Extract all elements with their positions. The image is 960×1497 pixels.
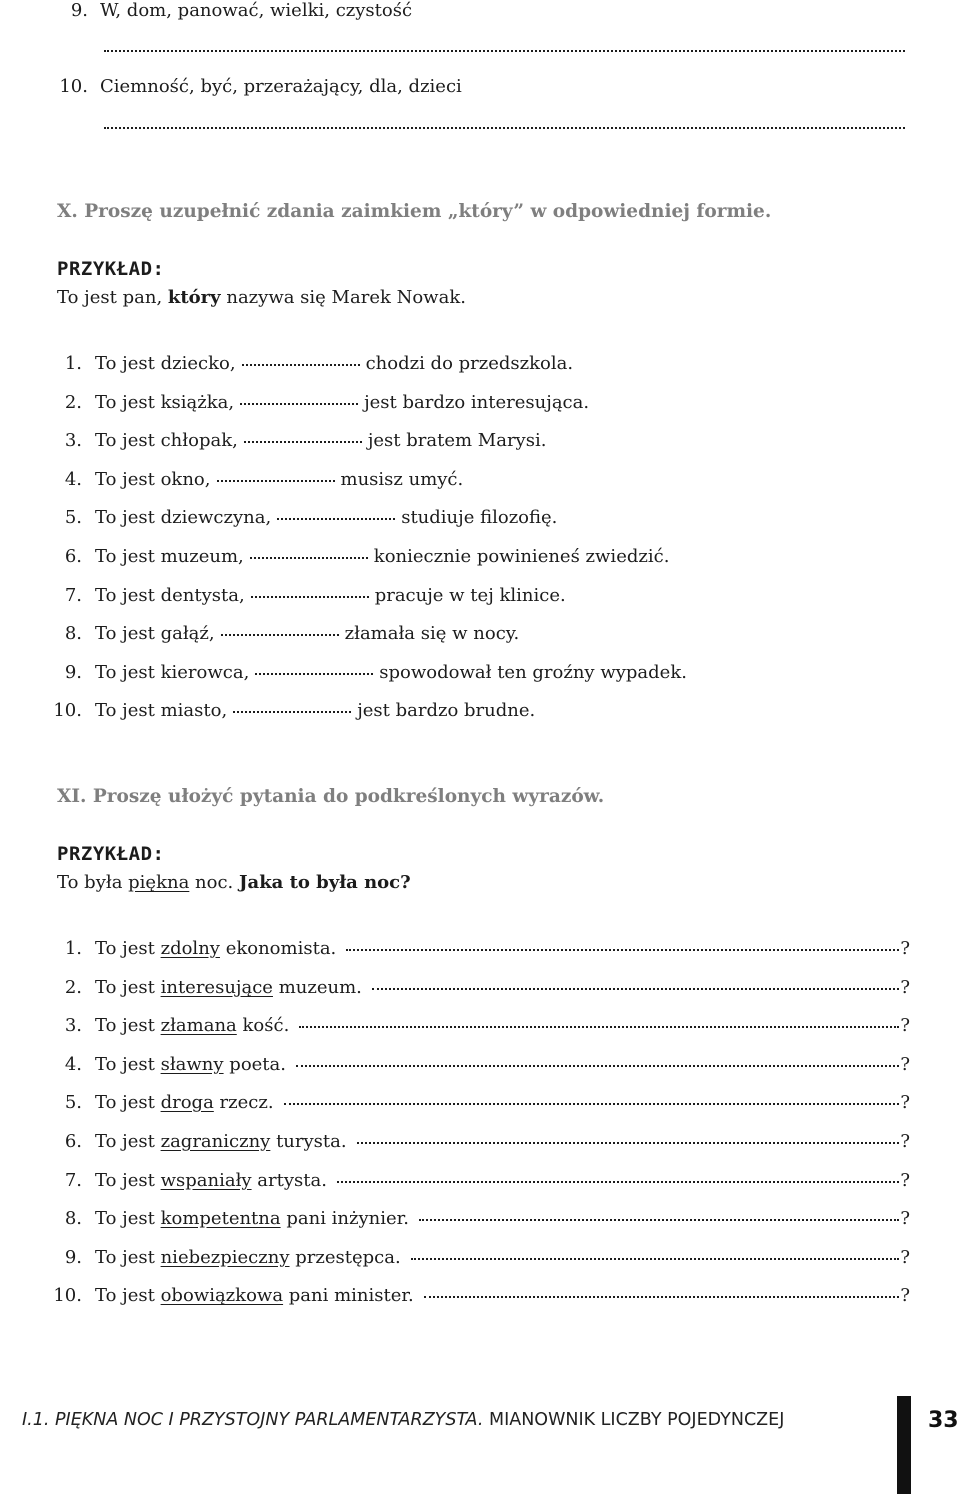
- sentence-pre: To jest: [95, 1015, 161, 1036]
- list-item-number: 4.: [64, 469, 82, 490]
- answer-blank[interactable]: [255, 673, 373, 675]
- list-item-number: 9.: [64, 662, 82, 683]
- list-item-number: 5.: [64, 1092, 82, 1113]
- answer-line[interactable]: [346, 949, 899, 951]
- list-item: [95, 1285, 910, 1306]
- underlined-word: droga: [160, 1092, 214, 1113]
- list-item: [95, 662, 687, 683]
- list-item: [95, 977, 910, 998]
- question-mark: ?: [900, 1247, 910, 1268]
- underlined-word: kompetentna: [160, 1208, 281, 1229]
- list-item: [95, 430, 546, 451]
- sentence-start: To jest książka,: [95, 392, 235, 413]
- list-item-number: 3.: [64, 1015, 82, 1036]
- list-item: [95, 1092, 910, 1113]
- sentence-end: studiuje filozofię.: [401, 507, 558, 528]
- sentence-start: To jest dentysta,: [95, 585, 245, 606]
- list-item: [95, 1170, 910, 1191]
- sentence-end: chodzi do przedszkola.: [365, 353, 574, 374]
- list-item-number: 5.: [64, 507, 82, 528]
- underlined-word: interesujące: [160, 977, 273, 998]
- list-item-number: 10.: [53, 1285, 82, 1306]
- sentence-post: pani minister.: [283, 1285, 414, 1306]
- list-item: [95, 469, 463, 490]
- question-mark: ?: [900, 1092, 910, 1113]
- answer-line[interactable]: [419, 1219, 899, 1221]
- underlined-word: niebezpieczny: [160, 1247, 290, 1268]
- section-xi-example-label: PRZYKŁAD:: [57, 843, 165, 865]
- sentence-start: To jest dziecko,: [95, 353, 236, 374]
- answer-line[interactable]: [337, 1181, 899, 1183]
- section-x-example-label: PRZYKŁAD:: [57, 258, 165, 280]
- list-item-number: 8.: [64, 623, 82, 644]
- list-item: [95, 700, 535, 721]
- list-item: [95, 623, 519, 644]
- section-x-example: To jest pan, który nazywa się Marek Nowak.: [57, 287, 466, 308]
- answer-line[interactable]: [104, 127, 905, 129]
- sentence-pre: To jest: [95, 1131, 161, 1152]
- sentence-pre: To jest: [95, 938, 161, 959]
- list-item: [95, 392, 589, 413]
- sentence-post: przestępca.: [289, 1247, 401, 1268]
- list-item-number: 7.: [64, 1170, 82, 1191]
- sentence-start: To jest dziewczyna,: [95, 507, 272, 528]
- underlined-word: wspaniały: [160, 1170, 252, 1191]
- sentence-end: jest bardzo brudne.: [357, 700, 536, 721]
- sentence-post: artysta.: [251, 1170, 327, 1191]
- answer-blank[interactable]: [251, 596, 369, 598]
- answer-blank[interactable]: [240, 403, 358, 405]
- sentence-post: kość.: [236, 1015, 290, 1036]
- top-item-10-text: Ciemność, być, przerażający, dla, dzieci: [100, 76, 462, 97]
- list-item-number: 3.: [64, 430, 82, 451]
- sentence-start: To jest okno,: [95, 469, 211, 490]
- sentence-pre: To jest: [95, 977, 161, 998]
- sentence-post: rzecz.: [213, 1092, 274, 1113]
- underlined-word: sławny: [160, 1054, 224, 1075]
- answer-blank[interactable]: [221, 634, 339, 636]
- section-x-heading: X. Proszę uzupełnić zdania zaimkiem „który” w odpowiedniej formie.: [57, 201, 772, 222]
- answer-line[interactable]: [424, 1296, 900, 1298]
- page-number: 33: [928, 1408, 959, 1433]
- sentence-pre: To jest: [95, 1092, 161, 1113]
- section-xi-example: To była piękna noc. Jaka to była noc?: [57, 872, 411, 893]
- sentence-pre: To jest: [95, 1170, 161, 1191]
- underlined-word: zagraniczny: [160, 1131, 271, 1152]
- answer-line[interactable]: [357, 1142, 900, 1144]
- list-item-number: 9.: [64, 1247, 82, 1268]
- answer-line[interactable]: [284, 1103, 900, 1105]
- top-item-9-text: W, dom, panować, wielki, czystość: [100, 0, 413, 21]
- sentence-pre: To jest: [95, 1247, 161, 1268]
- answer-blank[interactable]: [244, 441, 362, 443]
- footer-divider-bar: [897, 1396, 911, 1494]
- top-item-9-number: 9.: [70, 0, 88, 21]
- underlined-word: zdolny: [160, 938, 220, 959]
- answer-blank[interactable]: [250, 557, 368, 559]
- sentence-end: złamała się w nocy.: [344, 623, 520, 644]
- question-mark: ?: [900, 1015, 910, 1036]
- answer-blank[interactable]: [233, 711, 351, 713]
- list-item: [95, 1054, 910, 1075]
- list-item-number: 10.: [53, 700, 82, 721]
- sentence-post: poeta.: [223, 1054, 286, 1075]
- sentence-end: spowodował ten groźny wypadek.: [379, 662, 687, 683]
- sentence-end: jest bratem Marysi.: [367, 430, 547, 451]
- question-mark: ?: [900, 1054, 910, 1075]
- list-item-number: 1.: [64, 938, 82, 959]
- sentence-end: musisz umyć.: [340, 469, 464, 490]
- list-item: [95, 585, 566, 606]
- list-item: [95, 1247, 910, 1268]
- answer-blank[interactable]: [242, 364, 360, 366]
- sentence-start: To jest muzeum,: [95, 546, 244, 567]
- answer-blank[interactable]: [217, 480, 335, 482]
- question-mark: ?: [900, 1131, 910, 1152]
- answer-line[interactable]: [104, 50, 905, 52]
- sentence-end: koniecznie powinieneś zwiedzić.: [373, 546, 670, 567]
- sentence-start: To jest gałąź,: [95, 623, 215, 644]
- list-item-number: 8.: [64, 1208, 82, 1229]
- list-item: [95, 1131, 910, 1152]
- list-item: [95, 1015, 910, 1036]
- sentence-end: jest bardzo interesująca.: [364, 392, 590, 413]
- answer-line[interactable]: [299, 1026, 899, 1028]
- question-mark: ?: [900, 1170, 910, 1191]
- sentence-post: pani inżynier.: [280, 1208, 410, 1229]
- sentence-start: To jest chłopak,: [95, 430, 238, 451]
- answer-line[interactable]: [296, 1065, 899, 1067]
- list-item-number: 1.: [64, 353, 82, 374]
- answer-blank[interactable]: [277, 518, 395, 520]
- footer-chapter-title: I.1. PIĘKNA NOC I PRZYSTOJNY PARLAMENTARZYSTA. MIANOWNIK LICZBY POJEDYNCZEJ: [22, 1410, 785, 1430]
- list-item: [95, 938, 910, 959]
- sentence-post: turysta.: [270, 1131, 347, 1152]
- sentence-post: muzeum.: [272, 977, 362, 998]
- sentence-pre: To jest: [95, 1285, 161, 1306]
- question-mark: ?: [900, 977, 910, 998]
- list-item-number: 2.: [64, 392, 82, 413]
- sentence-pre: To jest: [95, 1208, 161, 1229]
- list-item: [95, 353, 573, 374]
- list-item-number: 6.: [64, 1131, 82, 1152]
- list-item: [95, 546, 669, 567]
- list-item-number: 6.: [64, 546, 82, 567]
- question-mark: ?: [900, 1208, 910, 1229]
- sentence-pre: To jest: [95, 1054, 161, 1075]
- question-mark: ?: [900, 1285, 910, 1306]
- section-xi-heading: XI. Proszę ułożyć pytania do podkreślonych wyrazów.: [57, 786, 605, 807]
- sentence-end: pracuje w tej klinice.: [374, 585, 566, 606]
- list-item-number: 7.: [64, 585, 82, 606]
- list-item: [95, 507, 557, 528]
- question-mark: ?: [900, 938, 910, 959]
- list-item-number: 2.: [64, 977, 82, 998]
- answer-line[interactable]: [372, 988, 899, 990]
- sentence-start: To jest kierowca,: [95, 662, 250, 683]
- list-item-number: 4.: [64, 1054, 82, 1075]
- underlined-word: złamana: [160, 1015, 237, 1036]
- list-item: [95, 1208, 910, 1229]
- answer-line[interactable]: [411, 1258, 900, 1260]
- underlined-word: obowiązkowa: [160, 1285, 284, 1306]
- top-item-10-number: 10.: [59, 76, 88, 97]
- sentence-start: To jest miasto,: [95, 700, 228, 721]
- sentence-post: ekonomista.: [219, 938, 337, 959]
